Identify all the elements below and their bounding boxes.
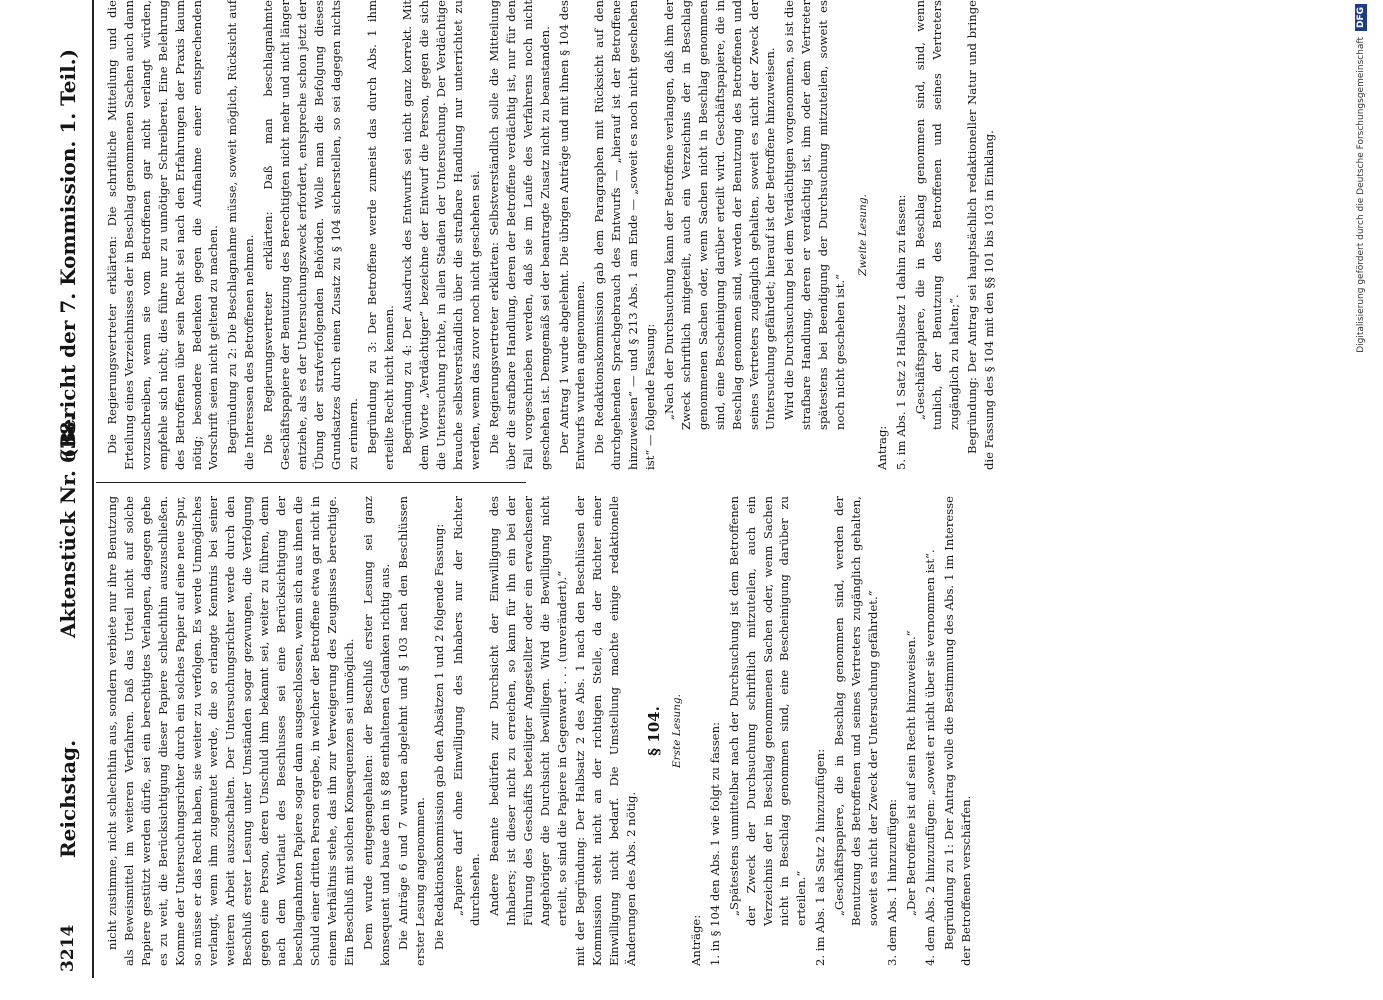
paragraph: „Geschäftspapiere, die in Beschlag genommen sind, werden der Benutzung des Betroffenen und seines Vertreters zugänglich gehalten, soweit es nicht der Zweck der Untersuchung gefährdet.“ — [832, 496, 880, 926]
paragraph: Anträge: — [688, 914, 703, 966]
rotated-page-content — [50, 0, 1365, 978]
page-header — [50, 0, 92, 978]
paragraph: Erste Lesung. — [671, 694, 683, 769]
paragraph: 5. im Abs. 1 Satz 2 Halbsatz 1 dahin zu fassen: — [893, 194, 908, 470]
paragraph: Die Regierungsvertreter erklärten: Die schriftliche Mitteilung und die Erteilung eines Verzeichnisses der in Beschlag genommenen Sachen auch dann vorzuschreiben, wenn sie vom Betroffenen gar nicht verlangt würden, empfehle sich nicht; dies führe nur zu unnötiger Schreiberei. Eine Belehrung des Betroffenen über sein Recht sei nach den Erfahrungen der Praxis kaum nötig; besondere Bedenken gegen die Aufnahme einer entsprechenden Vorschrift seien nicht geltend zu machen. — [105, 0, 221, 470]
paragraph: Begründung zu 2: Die Beschlagnahme müsse, soweit möglich, Rücksicht auf die Interessen des Betroffenen nehmen. — [225, 0, 257, 470]
digitization-note — [1346, 4, 1376, 994]
paragraph: Die Regierungsvertreter erklärten: Daß man beschlagnahmte Geschäftspapiere der Benutzung des Berechtigten nicht mehr und nicht länger entziehe, als es der Untersuchungszweck erfordert, entspreche schon jetzt der Übung der strafverfolgenden Behörden. Wolle man die Befolgung dieses Grundsatzes durch einen Zusatz zu § 104 sicherstellen, so sei dagegen nichts zu erinnern. — [261, 0, 360, 470]
column-divider — [96, 482, 526, 483]
paragraph: Dem wurde entgegengehalten: der Beschluß erster Lesung sei ganz konsequent und baue den in § 88 enthaltenen Gedanken richtig aus. — [360, 496, 392, 966]
paragraph: Begründung zu 1: Der Antrag wolle die Bestimmung des Abs. 1 im Interesse der Betroffenen verschärfen. — [941, 496, 973, 966]
paragraph: Der Antrag 1 wurde abgelehnt. Die übrigen Anträge und mit ihnen § 104 des Entwurfs wurden angenommen. — [556, 0, 588, 470]
paragraph: Antrag: — [874, 425, 889, 470]
paragraph: nicht zustimme, nicht schlechthin aus, sondern verbiete nur ihre Benutzung als Beweismittel im weiteren Verfahren. Daß das Urteil nicht auf solche Papiere gestützt werden dürfe, sei ein berechtigtes Verlangen, dagegen gehe es zu weit, die Berücksichtigung dieser Papiere schlechthin auszuschließen. Komme der Untersuchungsrichter durch ein solches Papier auf eine neue Spur, so müsse er das Recht haben, sie weiter zu verfolgen. Es werde Unmögliches verlangt, wenn ihm zugemutet werde, die so erlangte Kenntnis bei seiner weiteren Arbeit auszuschalten. Der Untersuchungsrichter werde durch den Beschluß erster Lesung unter Umständen sogar gezwungen, die Verfolgung gegen eine Person, deren Unschuld ihm bekannt sei, weiter zu führen, denn nach dem Wortlaut des Beschlusses sei eine Berücksichtigung der beschlagnahmten Papiere sogar dann ausgeschlossen, wenn sich aus ihnen die Schuld einer dritten Person ergebe, in welcher der Betroffene etwa gar nicht in einem Verhältnis stehe, das ihn zur Verweigerung des Zeugnisses berechtige. Ein Beschluß mit solchen Konsequenzen sei unmöglich. — [105, 496, 356, 966]
paragraph: Begründung zu 4: Der Ausdruck des Entwurfs sei nicht ganz korrekt. Mit dem Worte „Verdächtiger“ bezeichne der Entwurf die Person, gegen die sich die Untersuchung richte, in allen Stadien der Untersuchung. Der Verdächtige brauche selbstverständlich über die strafbare Handlung nur unterrichtet zu werden, wenn das zuvor noch nicht geschehen sei. — [400, 0, 483, 470]
paragraph: 1. in § 104 den Abs. 1 wie folgt zu fassen: — [707, 721, 722, 966]
paragraph: 2. im Abs. 1 als Satz 2 hinzuzufügen: — [813, 748, 828, 966]
paragraph: „Papiere darf ohne Einwilligung des Inhabers nur der Richter durchsehen. — [451, 496, 483, 926]
paragraph: Die Anträge 6 und 7 wurden abgelehnt und § 103 nach den Beschlüssen erster Lesung angenommen. — [396, 496, 428, 966]
paragraph: 4. dem Abs. 2 hinzuzufügen: „soweit er nicht über sie vernommen ist“. — [922, 549, 937, 966]
header-rule — [92, 0, 94, 978]
publication-title: Reichstag. — [56, 739, 80, 858]
paragraph: Die Regierungsvertreter erklärten: Selbstverständlich solle die Mitteilung über die strafbare Handlung, deren der Betroffene verdächtig ist, nur für den Fall vorgeschrieben werden, daß sie im Laufe des Verfahrens noch nicht geschehen ist. Demgemäß sei der beantragte Zusatz nicht zu beanstanden. — [486, 0, 552, 470]
paragraph: „Nach der Durchsuchung kann der Betroffene verlangen, daß ihm der Zweck schriftlich mitgeteilt, auch ein Verzeichnis der in Beschlag genommenen Sachen oder, wenn Sachen nicht in Beschlag genommen sind, eine Bescheinigung darüber erteilt wird. Geschäftspapiere, die in Beschlag genommen sind, werden der Benutzung des Betroffenen und seines Vertreters zugänglich gehalten, soweit es nicht der Zweck der Untersuchung gefährdet; hierauf ist der Betroffene hinzuweisen. — [662, 0, 778, 430]
right-column — [104, 0, 1364, 470]
left-column — [104, 496, 1364, 966]
report-title: (Bericht der 7. Kommission. 1. Teil.) — [56, 48, 80, 458]
paragraph: Wird die Durchsuchung bei dem Verdächtigen vorgenommen, so ist die strafbare Handlung, deren er verdächtig ist, ihm oder dem Vertreter spätestens bei Beendigung der Durchsuchung mitzuteilen, soweit es noch nicht geschehen ist.“ — [782, 0, 848, 430]
paragraph: Die Redaktionskommission gab den Absätzen 1 und 2 folgende Fassung: — [432, 523, 447, 950]
document-number: Aktenstück Nr. 638. — [56, 414, 80, 638]
paragraph: „Der Betroffene ist auf sein Recht hinzuweisen.“ — [903, 630, 918, 916]
paragraph: § 104. — [645, 706, 664, 756]
paragraph: Begründung zu 3: Der Betroffene werde zumeist das durch Abs. 1 ihm erteilte Recht nicht kennen. — [364, 0, 396, 470]
digitization-text: Digitalisierung gefördert durch die Deutsche Forschungsgemeinschaft — [1356, 37, 1366, 353]
paragraph: „Geschäftspapiere, die in Beschlag genommen sind, sind, wenn tunlich, der Benutzung des Betroffenen und seines Vertreters zugänglich zu halten;“. — [912, 0, 961, 430]
page-number: 3214 — [58, 924, 78, 972]
paragraph: Andere Beamte bedürfen zur Durchsicht der Einwilligung des Inhabers; ist dieser nicht zu erreichen, so kann für ihn ein bei der Führung des Geschäfts beteiligter Angestellter oder ein erwachsener Angehöriger die Durchsicht bewilligen. Wird die Bewilligung nicht erteilt, so sind die Papiere in Gegenwart . . . (unverändert).“ — [486, 496, 569, 926]
dfg-logo: DFG — [1355, 4, 1367, 31]
paragraph: Zweite Lesung. — [856, 194, 869, 276]
paragraph: mit der Begründung: Der Halbsatz 2 des Abs. 1 nach den Beschlüssen der Kommission steht nicht an der richtigen Stelle, da der Richter einer Einwilligung nicht bedarf. Die Umstellung machte einige redaktionelle Änderungen des Abs. 2 nötig. — [573, 496, 639, 966]
paragraph: „Spätestens unmittelbar nach der Durchsuchung ist dem Betroffenen der Zweck der Durchsuchung schriftlich mitzuteilen, auch ein Verzeichnis der in Beschlag genommenen Sachen oder, wenn Sachen nicht in Beschlag genommen sind, eine Bescheinigung darüber zu erteilen.“ — [726, 496, 809, 926]
paragraph: Die Redaktionskommission gab dem Paragraphen mit Rücksicht auf den durchgehenden Sprachgebrauch des Entwurfs — „hierauf ist der Betroffene hinzuweisen“ — und § 213 Abs. 1 am Ende — „soweit es noch nicht geschehen ist“ — folgende Fassung: — [592, 0, 658, 470]
paragraph: 3. dem Abs. 1 hinzuzufügen: — [884, 798, 899, 966]
paragraph: Begründung: Der Antrag sei hauptsächlich redaktioneller Natur und bringe die Fassung des § 104 mit den §§ 101 bis 103 in Einklang. — [965, 0, 997, 470]
